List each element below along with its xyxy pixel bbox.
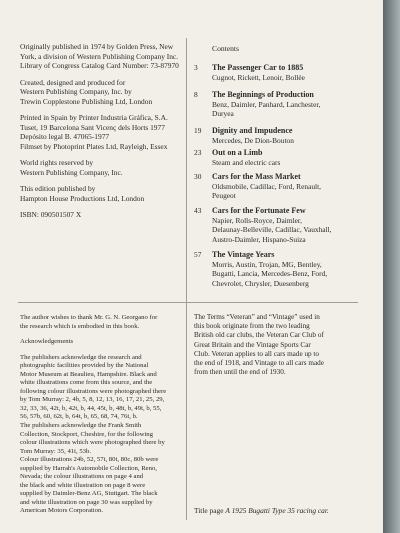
next-page-edge <box>383 0 400 533</box>
text-line: Printed in Spain by Printer Industria Gráfica, S.A. <box>20 113 168 122</box>
column-divider <box>186 38 187 520</box>
text-line: Created, designed and produced for <box>20 77 126 87</box>
text-line: Library of Congress Catalog Card Number: 73-87970 <box>20 61 179 70</box>
text-line: colour illustrations which were photographed there by <box>20 439 165 447</box>
acknowledgements-body <box>20 354 182 516</box>
text-line: Trewin Copplestone Publishing Ltd, London <box>20 96 153 106</box>
title-page-caption <box>194 506 329 515</box>
text-line: Western Publishing Company, Inc. <box>20 167 123 177</box>
text-line: Filmset by Photoprint Plates Ltd, Rayleigh, Essex <box>20 141 168 151</box>
text-line: following colour illustrations were photographed there <box>20 387 167 395</box>
entry-subtitle: Oldsmobile, Cadillac, Ford, Renault, <box>212 181 321 191</box>
printed-paragraph <box>20 113 180 151</box>
contents-entry <box>194 148 372 167</box>
entry-title: Out on a Limb <box>212 148 263 157</box>
entry-page-number: 43 <box>194 206 202 215</box>
acknowledgements-block <box>20 314 182 523</box>
text-line: Collection, Stockport, Cheshire, for the following <box>20 430 153 438</box>
entry-page-number: 3 <box>194 63 198 72</box>
entry-subtitle: Steam and electric cars <box>212 157 281 167</box>
entry-title: The Beginnings of Production <box>212 90 314 99</box>
contents-entry <box>194 206 372 244</box>
text-line: Western Publishing Company, Inc. by <box>20 87 132 96</box>
text-line: 32, 33, 36, 42t, b, 42t, b, 44, 45t, b, 48t, b, 49t, b, 55, <box>20 404 162 412</box>
entry-title: Dignity and Impudence <box>212 126 293 135</box>
section-divider <box>18 302 358 303</box>
thanks-paragraph <box>20 314 182 331</box>
text-line: Motor Museum at Beaulieu, Hampshire. Black and <box>20 370 157 378</box>
text-line: from then until the end of 1930. <box>194 368 286 377</box>
text-line: Nevada; the colour illustrations on page 4 and <box>20 473 144 481</box>
created-paragraph <box>20 78 180 107</box>
text-line: The publishers acknowledge the Frank Smith <box>20 422 142 430</box>
text-line: This edition published by <box>20 184 96 193</box>
entry-subtitle: Peugeot <box>212 191 236 200</box>
entry-subtitle: Delaunay-Belleville, Cadillac, Vauxhall, <box>212 225 332 234</box>
contents-entry <box>194 172 372 201</box>
entry-subtitle: Benz, Daimler, Panhard, Lanchester, <box>212 99 321 109</box>
text-line: by Tom Murray: 2, 4b, 5, 8, 12, 13, 16, 17, 21, 25, 29, <box>20 396 165 404</box>
text-line: the research which is embodied in this book. <box>20 322 140 330</box>
terms-note <box>194 313 364 377</box>
text-line: and white illustration on page 30 was supplied by <box>20 498 153 506</box>
heading-text: Acknowledgements <box>20 338 74 346</box>
text-line: The publishers acknowledge the research and <box>20 353 142 361</box>
text-line: The Terms “Veteran” and “Vintage” used in <box>194 313 320 321</box>
text-line: Great Britain and the Vintage Sports Car <box>194 340 311 349</box>
caption-prefix: Title page <box>194 506 224 515</box>
entry-title: Cars for the Fortunate Few <box>212 206 306 215</box>
text-line: Colour illustrations 24b, 52, 57t, 80t, 80c, 80b were <box>20 456 159 464</box>
entry-subtitle: Mercedes, De Dion-Bouton <box>212 135 294 145</box>
contents-entry <box>194 126 372 145</box>
text-line: 56, 57b, 60, 62t, b, 64t, b, 65, 68, 74, 76t, b. <box>20 413 138 421</box>
contents-heading: Contents <box>212 44 240 53</box>
text-line: The author wishes to thank Mr. G. N. Georgano for <box>20 314 158 321</box>
entry-subtitle: Cugnot, Rickett, Lenoir, Bollée <box>212 72 305 82</box>
entry-page-number: 30 <box>194 172 202 181</box>
entry-title: The Passenger Car to 1885 <box>212 63 304 72</box>
text-line: supplied by Harrah's Automobile Collection, Reno, <box>20 464 157 472</box>
text-line: white illustrations come from this source, and the <box>20 379 153 387</box>
rights-paragraph <box>20 158 180 177</box>
contents-entry <box>194 90 372 119</box>
entry-page-number: 23 <box>194 148 202 157</box>
entry-page-number: 19 <box>194 126 202 135</box>
contents-entry <box>194 250 372 288</box>
text-line: Club. Veteran applies to all cars made up to <box>194 349 320 358</box>
contents-entry <box>194 63 372 82</box>
entry-page-number: 57 <box>194 250 202 259</box>
isbn <box>20 210 180 220</box>
text-line: Hampton House Productions Ltd, London <box>20 193 145 203</box>
entry-subtitle: Austro-Daimler, Hispano-Suiza <box>212 234 306 244</box>
text-line: York, a division of Western Publishing Company Inc. <box>20 51 179 61</box>
entry-subtitle: Duryea <box>212 109 234 118</box>
entry-subtitle: Napier, Rolls-Royce, Daimler, <box>212 215 302 225</box>
text-line: the black and white illustration on page 8 were <box>20 481 146 489</box>
entry-title: Cars for the Mass Market <box>212 172 301 181</box>
text-line: Depósito legal B. 47065-1977 <box>20 132 110 141</box>
entry-subtitle: Bugatti, Lancia, Mercedes-Benz, Ford, <box>212 269 328 278</box>
text-line: Tuset, 19 Barcelona Sant Vicenç dels Horts 1977 <box>20 122 165 132</box>
text-line: American Motors Corporation. <box>20 507 104 515</box>
isbn-text: ISBN: 090501507 X <box>20 210 82 219</box>
edition-paragraph <box>20 184 180 203</box>
text-line: World rights reserved by <box>20 158 94 167</box>
imprint-block <box>20 42 180 227</box>
entry-title: The Vintage Years <box>212 250 275 259</box>
text-line: photographic facilities provided by the National <box>20 362 149 370</box>
origin-paragraph <box>20 42 180 71</box>
caption-text: A 1925 Bugatti Type 35 racing car. <box>225 506 329 515</box>
entry-subtitle: Chevrolet, Chrysler, Duesenberg <box>212 278 309 288</box>
acknowledgements-heading <box>20 338 182 347</box>
text-line: this book originate from the two leading <box>194 322 310 331</box>
entry-subtitle: Morris, Austin, Trojan, MG, Bentley, <box>212 259 322 269</box>
text-line: Tom Murray: 35, 41t, 53b. <box>20 447 92 455</box>
text-line: the end of 1918, and Vintage to all cars made <box>194 359 324 368</box>
entry-page-number: 8 <box>194 90 198 99</box>
text-line: British old car clubs, the Veteran Car Club of <box>194 331 324 340</box>
text-line: Originally published in 1974 by Golden Press, New <box>20 42 174 51</box>
text-line: supplied by Daimler-Benz AG, Stuttgart. The black <box>20 490 158 498</box>
